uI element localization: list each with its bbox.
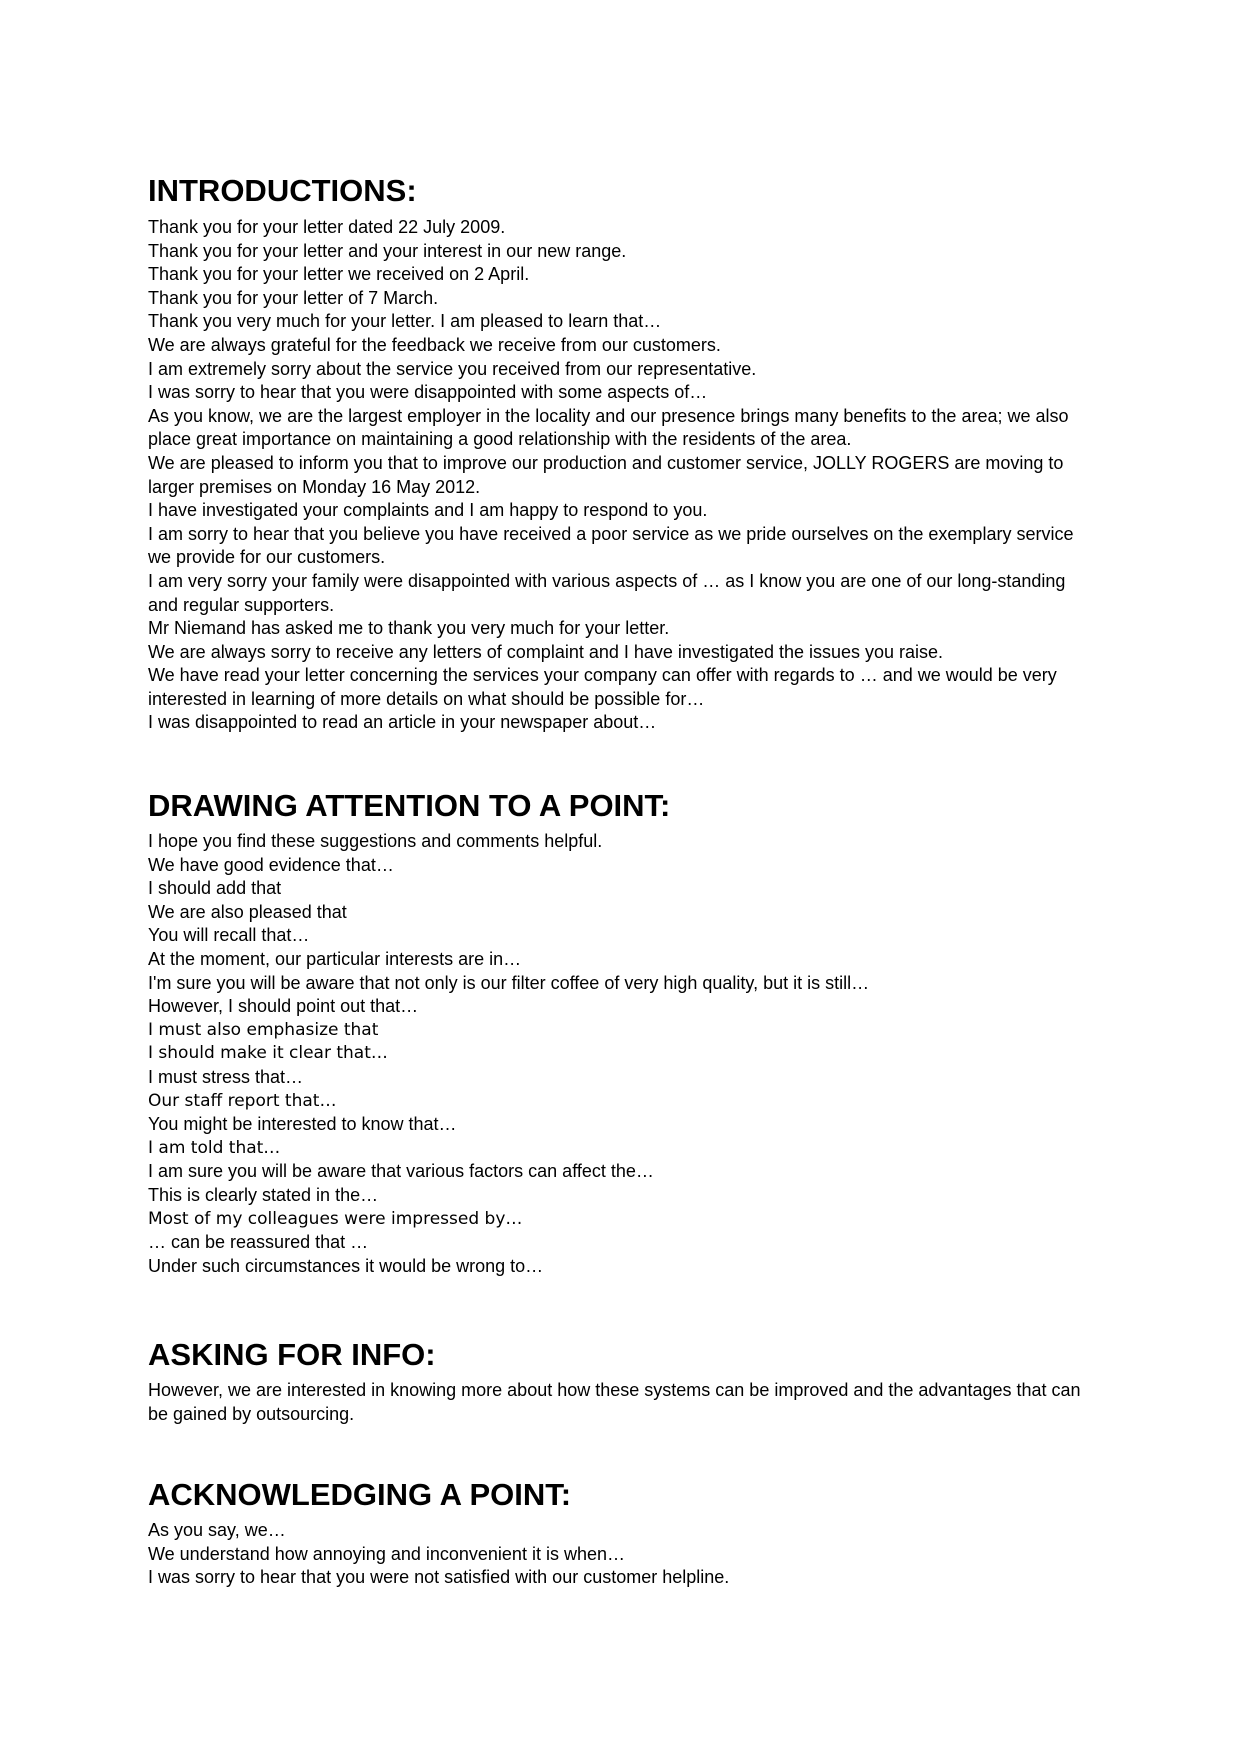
- section-introductions: [148, 172, 1098, 735]
- phrase-line: I should add that: [148, 878, 282, 899]
- phrase-line: We understand how annoying and inconvenient it is when…: [148, 1543, 625, 1564]
- phrase-line: This is clearly stated in the…: [148, 1184, 379, 1205]
- phrase-line: I am extremely sorry about the service you received from our representative.: [148, 358, 757, 379]
- phrase-line: However, I should point out that…: [148, 996, 419, 1017]
- phrase-line: You will recall that…: [148, 925, 310, 946]
- phrase-line: We are always grateful for the feedback we receive from our customers.: [148, 334, 721, 355]
- phrase-line: I am told that…: [148, 1137, 281, 1158]
- phrase-list: [148, 1519, 1098, 1590]
- phrase-line: I am sorry to hear that you believe you have received a poor service as we pride ourselves on the exemplary service we provide for our customers.: [148, 523, 1074, 568]
- phrase-list: [148, 1379, 1098, 1426]
- phrase-line: I hope you find these suggestions and comments helpful.: [148, 831, 603, 851]
- section-heading: ASKING FOR INFO:: [148, 1337, 436, 1372]
- phrase-line: Thank you for your letter we received on 2 April.: [148, 264, 530, 285]
- phrase-line: Our staff report that…: [148, 1090, 337, 1111]
- section-heading: DRAWING ATTENTION TO A POINT:: [148, 788, 671, 823]
- phrase-line: I must stress that…: [148, 1066, 304, 1087]
- phrase-line: I have investigated your complaints and I am happy to respond to you.: [148, 500, 708, 521]
- section-acknowledging-point: [148, 1476, 1098, 1590]
- section-heading: INTRODUCTIONS:: [148, 173, 417, 208]
- phrase-line: We are always sorry to receive any letters of complaint and I have investigated the issues you raise.: [148, 641, 944, 662]
- phrase-line: I am very sorry your family were disappointed with various aspects of … as I know you are one of our long-standing and regular supporters.: [148, 570, 1066, 615]
- phrase-line: I must also emphasize that: [148, 1019, 379, 1040]
- phrase-line: I am sure you will be aware that various factors can affect the…: [148, 1161, 654, 1182]
- phrase-line: I was disappointed to read an article in your newspaper about…: [148, 712, 657, 733]
- phrase-line: I was sorry to hear that you were disappointed with some aspects of…: [148, 382, 708, 403]
- section-drawing-attention: [148, 787, 1098, 1278]
- section-heading: ACKNOWLEDGING A POINT:: [148, 1477, 572, 1512]
- phrase-line: I'm sure you will be aware that not only is our filter coffee of very high quality, but it is still…: [148, 972, 870, 993]
- phrase-line: … can be reassured that …: [148, 1232, 369, 1253]
- phrase-line: Thank you for your letter of 7 March.: [148, 287, 439, 308]
- phrase-line: I should make it clear that…: [148, 1043, 388, 1064]
- phrase-list: [148, 830, 1098, 1278]
- phrase-list: [148, 216, 1098, 735]
- phrase-line: At the moment, our particular interests are in…: [148, 948, 522, 969]
- phrase-line: Thank you very much for your letter. I am pleased to learn that…: [148, 311, 662, 332]
- section-asking-for-info: [148, 1336, 1098, 1426]
- phrase-line: However, we are interested in knowing more about how these systems can be improved and the advantages that can be gained by outsourcing.: [148, 1380, 1081, 1424]
- phrase-line: Mr Niemand has asked me to thank you very much for your letter.: [148, 618, 670, 639]
- phrase-line: Under such circumstances it would be wrong to…: [148, 1255, 544, 1276]
- phrase-line: We are pleased to inform you that to improve our production and customer service, JOLLY ROGERS are moving to larger premises on Monday 16 May 2012.: [148, 452, 1064, 497]
- phrase-line: We have good evidence that…: [148, 854, 394, 875]
- phrase-line: We have read your letter concerning the services your company can offer with regards to … and we would be very interested in learning of more details on what should be possible for…: [148, 665, 1057, 709]
- phrase-line: Most of my colleagues were impressed by…: [148, 1208, 523, 1229]
- phrase-line: Thank you for your letter and your interest in our new range.: [148, 240, 627, 261]
- phrase-line: Thank you for your letter dated 22 July 2009.: [148, 217, 506, 237]
- phrase-line: I was sorry to hear that you were not satisfied with our customer helpline.: [148, 1567, 730, 1588]
- phrase-line: As you know, we are the largest employer in the locality and our presence brings many benefits to the area; we also place great importance on maintaining a good relationship with the residents of the area.: [148, 405, 1069, 450]
- phrase-line: As you say, we…: [148, 1520, 286, 1540]
- phrase-line: We are also pleased that: [148, 901, 347, 922]
- phrase-line: You might be interested to know that…: [148, 1114, 457, 1135]
